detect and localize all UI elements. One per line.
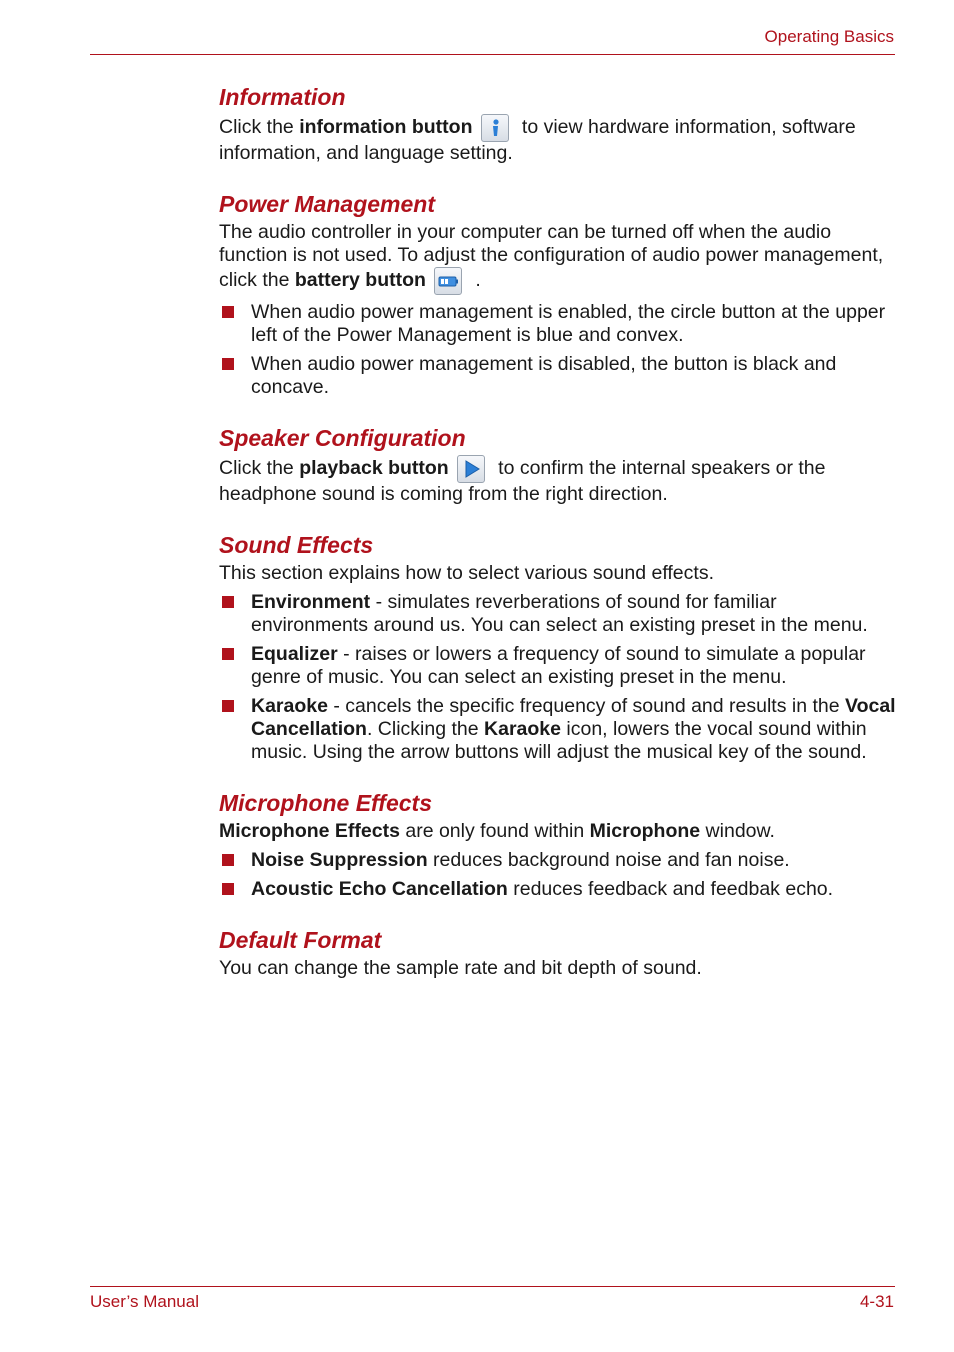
section-title: Information — [219, 84, 346, 110]
section-title: Speaker Configuration — [219, 425, 466, 451]
section-sound-effects — [219, 530, 899, 764]
section-title: Sound Effects — [219, 532, 374, 558]
bullet-list — [219, 591, 899, 764]
page-number: 4-31 — [859, 1292, 894, 1311]
play-icon — [457, 455, 485, 483]
footer-manual-title: User’s Manual — [90, 1292, 199, 1311]
paragraph: Click the playback button to confirm the internal speakers or the headphone sound is coming from the right direction. — [219, 457, 826, 505]
list-item: When audio power management is enabled, the circle button at the upper left of the Power Management is blue and convex. — [219, 301, 899, 347]
paragraph: Click the information button to view hardware information, software information, and language setting. — [219, 116, 856, 164]
paragraph: This section explains how to select various sound effects. — [219, 562, 714, 584]
section-speaker-configuration — [219, 423, 899, 506]
header-rule — [90, 54, 895, 55]
section-default-format — [219, 925, 899, 980]
list-item: Acoustic Echo Cancellation reduces feedback and feedbak echo. — [219, 878, 899, 901]
bullet-square-icon — [222, 883, 234, 895]
list-item: Equalizer - raises or lowers a frequency of sound to simulate a popular genre of music. You can select an existing preset in the menu. — [219, 643, 899, 689]
information-icon — [481, 114, 509, 142]
section-title: Microphone Effects — [219, 790, 432, 816]
section-title: Power Management — [219, 191, 435, 217]
page-content — [219, 82, 899, 1004]
section-microphone-effects — [219, 788, 899, 901]
paragraph: You can change the sample rate and bit depth of sound. — [219, 957, 702, 979]
footer-rule — [90, 1286, 895, 1287]
section-information — [219, 82, 899, 165]
list-item: Karaoke - cancels the specific frequency of sound and results in the Vocal Cancellation. Clicking the Karaoke icon, lowers the vocal sound within music. Using the arrow buttons will adjust the musical key of the sound. — [219, 695, 899, 764]
section-power-management — [219, 189, 899, 399]
bullet-square-icon — [222, 358, 234, 370]
bullet-square-icon — [222, 700, 234, 712]
paragraph: The audio controller in your computer can be turned off when the audio function is not used. To adjust the configuration of audio power management, click the battery button . — [219, 221, 899, 295]
bullet-list — [219, 301, 899, 399]
bullet-square-icon — [222, 596, 234, 608]
running-header: Operating Basics — [764, 27, 894, 46]
bullet-square-icon — [222, 648, 234, 660]
section-title: Default Format — [219, 927, 382, 953]
list-item: Noise Suppression reduces background noise and fan noise. — [219, 849, 899, 872]
paragraph: Microphone Effects are only found within Microphone window. — [219, 820, 775, 842]
list-item: When audio power management is disabled, the button is black and concave. — [219, 353, 899, 399]
battery-icon — [434, 267, 462, 295]
bullet-list — [219, 849, 899, 901]
list-item: Environment - simulates reverberations of sound for familiar environments around us. You can select an existing preset in the menu. — [219, 591, 899, 637]
bullet-square-icon — [222, 854, 234, 866]
bullet-square-icon — [222, 306, 234, 318]
